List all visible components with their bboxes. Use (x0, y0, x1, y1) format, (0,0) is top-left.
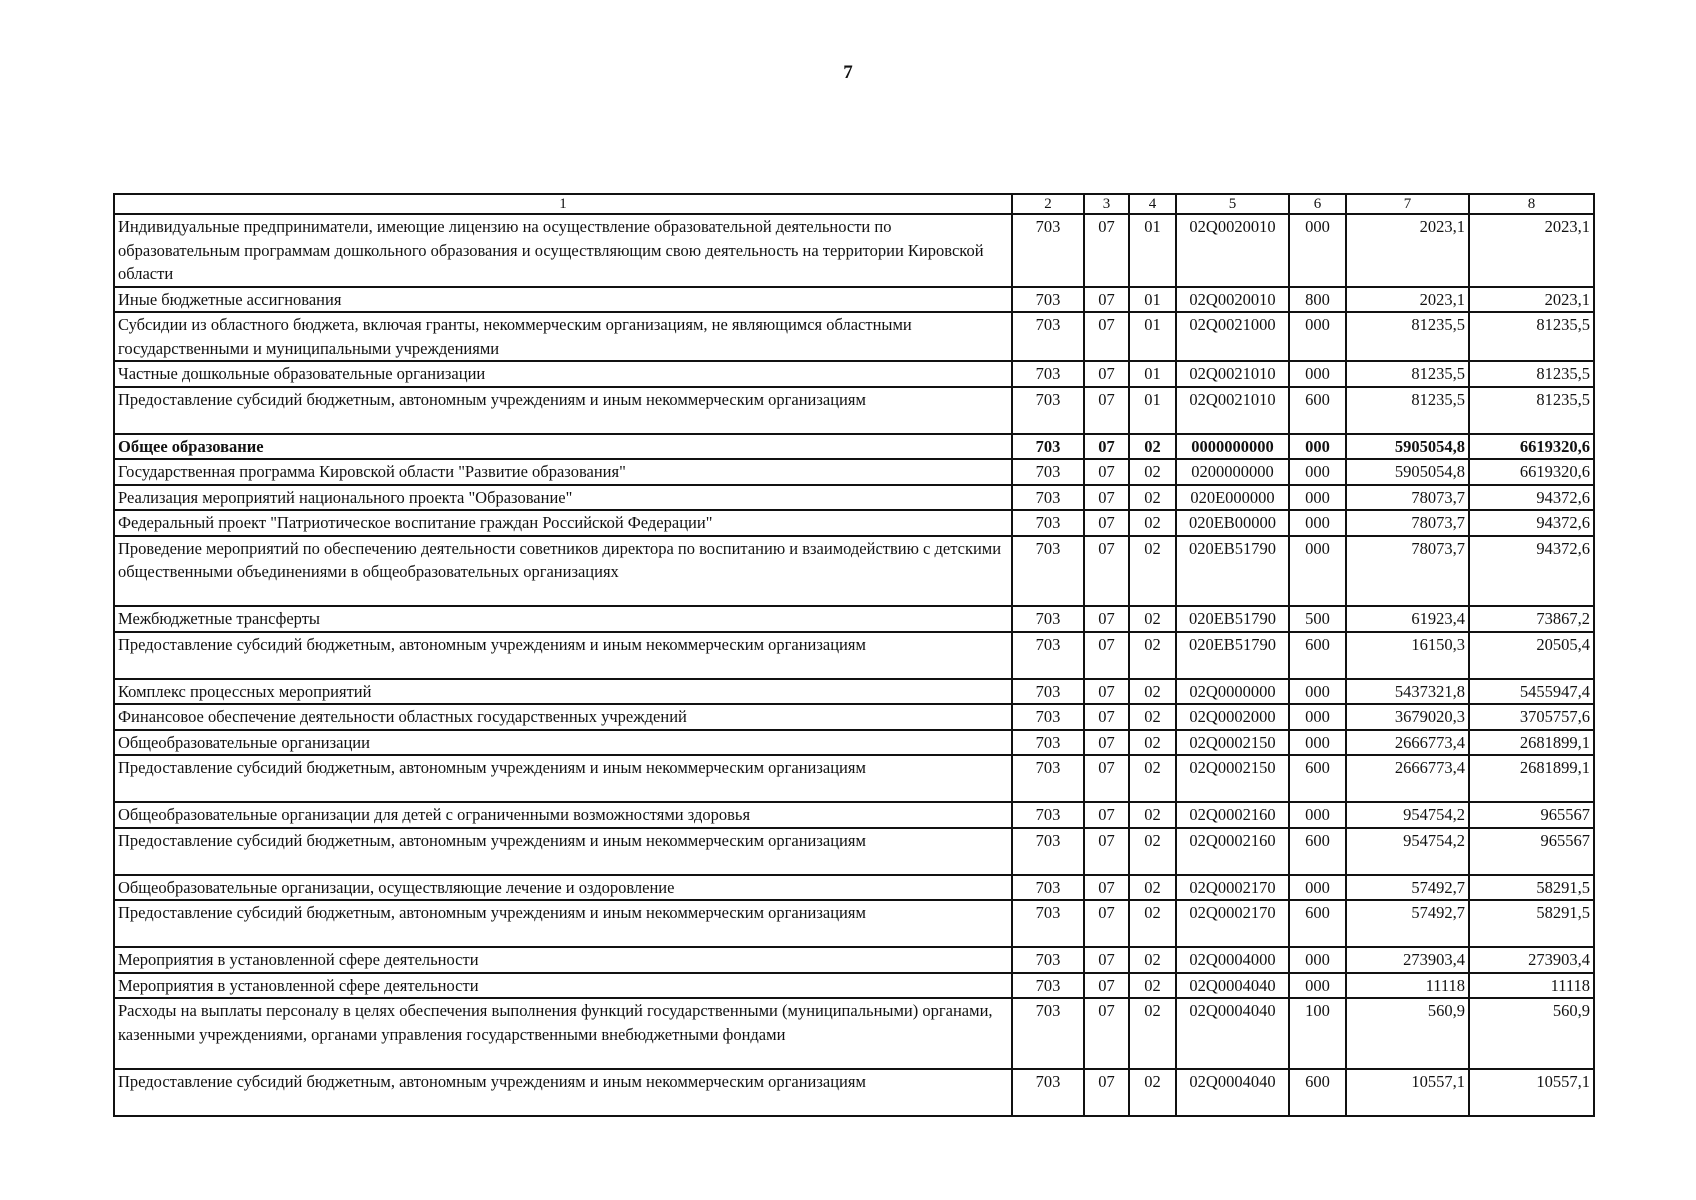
cell-ministry-code: 703 (1012, 704, 1084, 730)
header-col-7: 7 (1346, 194, 1469, 214)
cell-target-article: 020EB51790 (1176, 536, 1289, 607)
cell-name: Иные бюджетные ассигнования (114, 287, 1012, 313)
cell-target-article: 020E000000 (1176, 485, 1289, 511)
cell-expense-type: 600 (1289, 900, 1346, 947)
cell-ministry-code: 703 (1012, 312, 1084, 361)
cell-section: 07 (1084, 947, 1129, 973)
cell-amount-year2: 73867,2 (1469, 606, 1594, 632)
cell-target-article: 02Q0004000 (1176, 947, 1289, 973)
table-row (114, 485, 1594, 511)
cell-expense-type: 000 (1289, 361, 1346, 387)
table-row (114, 704, 1594, 730)
cell-subsection: 02 (1129, 730, 1176, 756)
cell-subsection: 01 (1129, 361, 1176, 387)
cell-amount-year1: 2666773,4 (1346, 755, 1469, 802)
cell-amount-year1: 10557,1 (1346, 1069, 1469, 1116)
cell-section: 07 (1084, 704, 1129, 730)
table-row (114, 1069, 1594, 1116)
cell-target-article: 0000000000 (1176, 434, 1289, 460)
cell-ministry-code: 703 (1012, 900, 1084, 947)
cell-name: Предоставление субсидий бюджетным, автономным учреждениям и иным некоммерческим организациям (114, 900, 1012, 947)
cell-target-article: 020EB51790 (1176, 606, 1289, 632)
cell-amount-year1: 81235,5 (1346, 387, 1469, 434)
cell-section: 07 (1084, 312, 1129, 361)
cell-ministry-code: 703 (1012, 998, 1084, 1069)
cell-name: Общеобразовательные организации, осуществляющие лечение и оздоровление (114, 875, 1012, 901)
cell-target-article: 02Q0020010 (1176, 214, 1289, 287)
header-col-6: 6 (1289, 194, 1346, 214)
cell-amount-year1: 2023,1 (1346, 287, 1469, 313)
cell-expense-type: 000 (1289, 510, 1346, 536)
cell-ministry-code: 703 (1012, 730, 1084, 756)
cell-subsection: 02 (1129, 802, 1176, 828)
cell-expense-type: 000 (1289, 875, 1346, 901)
cell-target-article: 020EB00000 (1176, 510, 1289, 536)
table-row (114, 434, 1594, 460)
cell-target-article: 02Q0002160 (1176, 802, 1289, 828)
cell-amount-year1: 78073,7 (1346, 485, 1469, 511)
cell-ministry-code: 703 (1012, 1069, 1084, 1116)
cell-amount-year1: 57492,7 (1346, 875, 1469, 901)
cell-subsection: 01 (1129, 387, 1176, 434)
table-row (114, 632, 1594, 679)
cell-section: 07 (1084, 730, 1129, 756)
table-row (114, 459, 1594, 485)
cell-subsection: 02 (1129, 679, 1176, 705)
cell-amount-year1: 81235,5 (1346, 361, 1469, 387)
cell-section: 07 (1084, 632, 1129, 679)
cell-amount-year1: 3679020,3 (1346, 704, 1469, 730)
cell-ministry-code: 703 (1012, 214, 1084, 287)
cell-name: Предоставление субсидий бюджетным, автономным учреждениям и иным некоммерческим организациям (114, 387, 1012, 434)
cell-amount-year2: 2023,1 (1469, 287, 1594, 313)
cell-amount-year2: 81235,5 (1469, 361, 1594, 387)
table-row (114, 606, 1594, 632)
cell-expense-type: 600 (1289, 828, 1346, 875)
cell-name: Государственная программа Кировской области "Развитие образования" (114, 459, 1012, 485)
cell-subsection: 02 (1129, 536, 1176, 607)
table-row (114, 730, 1594, 756)
cell-expense-type: 000 (1289, 459, 1346, 485)
cell-subsection: 02 (1129, 632, 1176, 679)
cell-expense-type: 000 (1289, 679, 1346, 705)
header-col-2: 2 (1012, 194, 1084, 214)
cell-expense-type: 500 (1289, 606, 1346, 632)
cell-amount-year2: 81235,5 (1469, 312, 1594, 361)
table-row (114, 361, 1594, 387)
cell-name: Индивидуальные предприниматели, имеющие лицензию на осуществление образовательной деятельности по образовательным программам дошкольного образования и осуществляющим свою деятельность на территории Кировской области (114, 214, 1012, 287)
cell-target-article: 02Q0002170 (1176, 875, 1289, 901)
cell-ministry-code: 703 (1012, 536, 1084, 607)
cell-amount-year1: 16150,3 (1346, 632, 1469, 679)
cell-ministry-code: 703 (1012, 973, 1084, 999)
cell-name: Предоставление субсидий бюджетным, автономным учреждениям и иным некоммерческим организациям (114, 632, 1012, 679)
cell-amount-year1: 5905054,8 (1346, 434, 1469, 460)
cell-expense-type: 600 (1289, 387, 1346, 434)
cell-amount-year2: 58291,5 (1469, 875, 1594, 901)
cell-target-article: 02Q0002150 (1176, 730, 1289, 756)
cell-section: 07 (1084, 828, 1129, 875)
table-row (114, 947, 1594, 973)
cell-subsection: 02 (1129, 973, 1176, 999)
table-row (114, 875, 1594, 901)
cell-ministry-code: 703 (1012, 434, 1084, 460)
cell-ministry-code: 703 (1012, 802, 1084, 828)
cell-amount-year2: 58291,5 (1469, 900, 1594, 947)
cell-amount-year2: 10557,1 (1469, 1069, 1594, 1116)
cell-subsection: 01 (1129, 312, 1176, 361)
page-number: 7 (843, 62, 853, 83)
table-row (114, 387, 1594, 434)
cell-name: Федеральный проект "Патриотическое воспитание граждан Российской Федерации" (114, 510, 1012, 536)
cell-amount-year2: 560,9 (1469, 998, 1594, 1069)
cell-ministry-code: 703 (1012, 606, 1084, 632)
cell-amount-year1: 57492,7 (1346, 900, 1469, 947)
cell-amount-year2: 2023,1 (1469, 214, 1594, 287)
cell-amount-year2: 2681899,1 (1469, 730, 1594, 756)
cell-amount-year2: 2681899,1 (1469, 755, 1594, 802)
cell-section: 07 (1084, 510, 1129, 536)
cell-subsection: 01 (1129, 214, 1176, 287)
table-row (114, 828, 1594, 875)
table-row (114, 755, 1594, 802)
header-col-3: 3 (1084, 194, 1129, 214)
cell-amount-year2: 965567 (1469, 828, 1594, 875)
cell-amount-year1: 5437321,8 (1346, 679, 1469, 705)
table-row (114, 214, 1594, 287)
cell-target-article: 02Q0004040 (1176, 973, 1289, 999)
cell-ministry-code: 703 (1012, 361, 1084, 387)
cell-amount-year2: 5455947,4 (1469, 679, 1594, 705)
cell-ministry-code: 703 (1012, 459, 1084, 485)
header-row (114, 194, 1594, 214)
cell-amount-year2: 6619320,6 (1469, 434, 1594, 460)
cell-ministry-code: 703 (1012, 632, 1084, 679)
cell-amount-year1: 5905054,8 (1346, 459, 1469, 485)
cell-amount-year2: 6619320,6 (1469, 459, 1594, 485)
cell-amount-year2: 94372,6 (1469, 510, 1594, 536)
cell-amount-year1: 81235,5 (1346, 312, 1469, 361)
cell-name: Субсидии из областного бюджета, включая гранты, некоммерческим организациям, не являющимся областными государственными и муниципальными учреждениями (114, 312, 1012, 361)
cell-name: Предоставление субсидий бюджетным, автономным учреждениям и иным некоммерческим организациям (114, 828, 1012, 875)
cell-section: 07 (1084, 485, 1129, 511)
cell-section: 07 (1084, 287, 1129, 313)
header-col-5: 5 (1176, 194, 1289, 214)
cell-subsection: 02 (1129, 900, 1176, 947)
cell-section: 07 (1084, 606, 1129, 632)
cell-ministry-code: 703 (1012, 875, 1084, 901)
cell-section: 07 (1084, 1069, 1129, 1116)
cell-target-article: 02Q0021000 (1176, 312, 1289, 361)
cell-target-article: 0200000000 (1176, 459, 1289, 485)
cell-subsection: 02 (1129, 998, 1176, 1069)
cell-name: Частные дошкольные образовательные организации (114, 361, 1012, 387)
cell-name: Реализация мероприятий национального проекта "Образование" (114, 485, 1012, 511)
cell-target-article: 020EB51790 (1176, 632, 1289, 679)
cell-subsection: 02 (1129, 459, 1176, 485)
cell-subsection: 02 (1129, 510, 1176, 536)
cell-expense-type: 000 (1289, 802, 1346, 828)
cell-target-article: 02Q0002000 (1176, 704, 1289, 730)
cell-expense-type: 600 (1289, 632, 1346, 679)
cell-expense-type: 000 (1289, 730, 1346, 756)
cell-amount-year1: 11118 (1346, 973, 1469, 999)
cell-subsection: 02 (1129, 704, 1176, 730)
cell-expense-type: 000 (1289, 312, 1346, 361)
cell-amount-year1: 78073,7 (1346, 536, 1469, 607)
table-row (114, 998, 1594, 1069)
cell-subsection: 02 (1129, 875, 1176, 901)
cell-section: 07 (1084, 900, 1129, 947)
cell-name: Общеобразовательные организации для детей с ограниченными возможностями здоровья (114, 802, 1012, 828)
cell-expense-type: 000 (1289, 536, 1346, 607)
cell-amount-year2: 20505,4 (1469, 632, 1594, 679)
table-row (114, 510, 1594, 536)
cell-expense-type: 000 (1289, 214, 1346, 287)
cell-section: 07 (1084, 973, 1129, 999)
cell-name: Предоставление субсидий бюджетным, автономным учреждениям и иным некоммерческим организациям (114, 755, 1012, 802)
cell-target-article: 02Q0021010 (1176, 387, 1289, 434)
cell-subsection: 02 (1129, 828, 1176, 875)
header-col-1: 1 (114, 194, 1012, 214)
cell-amount-year1: 2666773,4 (1346, 730, 1469, 756)
cell-amount-year2: 94372,6 (1469, 485, 1594, 511)
cell-name: Комплекс процессных мероприятий (114, 679, 1012, 705)
budget-table (113, 193, 1595, 1117)
table-row (114, 973, 1594, 999)
cell-target-article: 02Q0002160 (1176, 828, 1289, 875)
cell-amount-year1: 2023,1 (1346, 214, 1469, 287)
cell-name: Межбюджетные трансферты (114, 606, 1012, 632)
cell-expense-type: 000 (1289, 973, 1346, 999)
cell-name: Мероприятия в установленной сфере деятельности (114, 973, 1012, 999)
table-row (114, 679, 1594, 705)
cell-name: Предоставление субсидий бюджетным, автономным учреждениям и иным некоммерческим организациям (114, 1069, 1012, 1116)
cell-name: Проведение мероприятий по обеспечению деятельности советников директора по воспитанию и взаимодействию с детскими общественными объединениями в общеобразовательных организациях (114, 536, 1012, 607)
cell-ministry-code: 703 (1012, 510, 1084, 536)
cell-section: 07 (1084, 459, 1129, 485)
cell-ministry-code: 703 (1012, 679, 1084, 705)
cell-amount-year2: 3705757,6 (1469, 704, 1594, 730)
cell-amount-year2: 94372,6 (1469, 536, 1594, 607)
cell-section: 07 (1084, 214, 1129, 287)
cell-section: 07 (1084, 802, 1129, 828)
cell-target-article: 02Q0002170 (1176, 900, 1289, 947)
cell-section: 07 (1084, 875, 1129, 901)
cell-amount-year1: 954754,2 (1346, 802, 1469, 828)
table-row (114, 536, 1594, 607)
cell-name: Расходы на выплаты персоналу в целях обеспечения выполнения функций государственными (муниципальными) органами, казенными учреждениями, органами управления государственными внебюджетными фондами (114, 998, 1012, 1069)
cell-target-article: 02Q0004040 (1176, 1069, 1289, 1116)
cell-amount-year2: 273903,4 (1469, 947, 1594, 973)
cell-name: Общее образование (114, 434, 1012, 460)
cell-subsection: 02 (1129, 947, 1176, 973)
header-col-8: 8 (1469, 194, 1594, 214)
cell-expense-type: 000 (1289, 434, 1346, 460)
cell-expense-type: 000 (1289, 485, 1346, 511)
cell-target-article: 02Q0002150 (1176, 755, 1289, 802)
cell-expense-type: 600 (1289, 1069, 1346, 1116)
cell-subsection: 01 (1129, 287, 1176, 313)
cell-target-article: 02Q0020010 (1176, 287, 1289, 313)
cell-expense-type: 100 (1289, 998, 1346, 1069)
cell-amount-year1: 954754,2 (1346, 828, 1469, 875)
cell-name: Общеобразовательные организации (114, 730, 1012, 756)
cell-subsection: 02 (1129, 606, 1176, 632)
cell-amount-year1: 61923,4 (1346, 606, 1469, 632)
cell-ministry-code: 703 (1012, 485, 1084, 511)
cell-expense-type: 000 (1289, 947, 1346, 973)
cell-section: 07 (1084, 387, 1129, 434)
cell-expense-type: 000 (1289, 704, 1346, 730)
cell-subsection: 02 (1129, 1069, 1176, 1116)
cell-amount-year2: 11118 (1469, 973, 1594, 999)
cell-amount-year1: 560,9 (1346, 998, 1469, 1069)
cell-amount-year2: 965567 (1469, 802, 1594, 828)
cell-section: 07 (1084, 998, 1129, 1069)
cell-ministry-code: 703 (1012, 287, 1084, 313)
cell-expense-type: 800 (1289, 287, 1346, 313)
cell-target-article: 02Q0000000 (1176, 679, 1289, 705)
header-col-4: 4 (1129, 194, 1176, 214)
cell-section: 07 (1084, 434, 1129, 460)
cell-ministry-code: 703 (1012, 755, 1084, 802)
cell-ministry-code: 703 (1012, 828, 1084, 875)
table-row (114, 802, 1594, 828)
cell-section: 07 (1084, 536, 1129, 607)
table-row (114, 900, 1594, 947)
cell-ministry-code: 703 (1012, 947, 1084, 973)
cell-name: Мероприятия в установленной сфере деятельности (114, 947, 1012, 973)
cell-target-article: 02Q0004040 (1176, 998, 1289, 1069)
cell-amount-year2: 81235,5 (1469, 387, 1594, 434)
table-row (114, 312, 1594, 361)
cell-name: Финансовое обеспечение деятельности областных государственных учреждений (114, 704, 1012, 730)
cell-subsection: 02 (1129, 485, 1176, 511)
cell-subsection: 02 (1129, 434, 1176, 460)
cell-target-article: 02Q0021010 (1176, 361, 1289, 387)
cell-amount-year1: 273903,4 (1346, 947, 1469, 973)
cell-expense-type: 600 (1289, 755, 1346, 802)
cell-amount-year1: 78073,7 (1346, 510, 1469, 536)
table-row (114, 287, 1594, 313)
table-body (114, 214, 1594, 1116)
cell-section: 07 (1084, 361, 1129, 387)
cell-ministry-code: 703 (1012, 387, 1084, 434)
cell-section: 07 (1084, 755, 1129, 802)
cell-section: 07 (1084, 679, 1129, 705)
cell-subsection: 02 (1129, 755, 1176, 802)
